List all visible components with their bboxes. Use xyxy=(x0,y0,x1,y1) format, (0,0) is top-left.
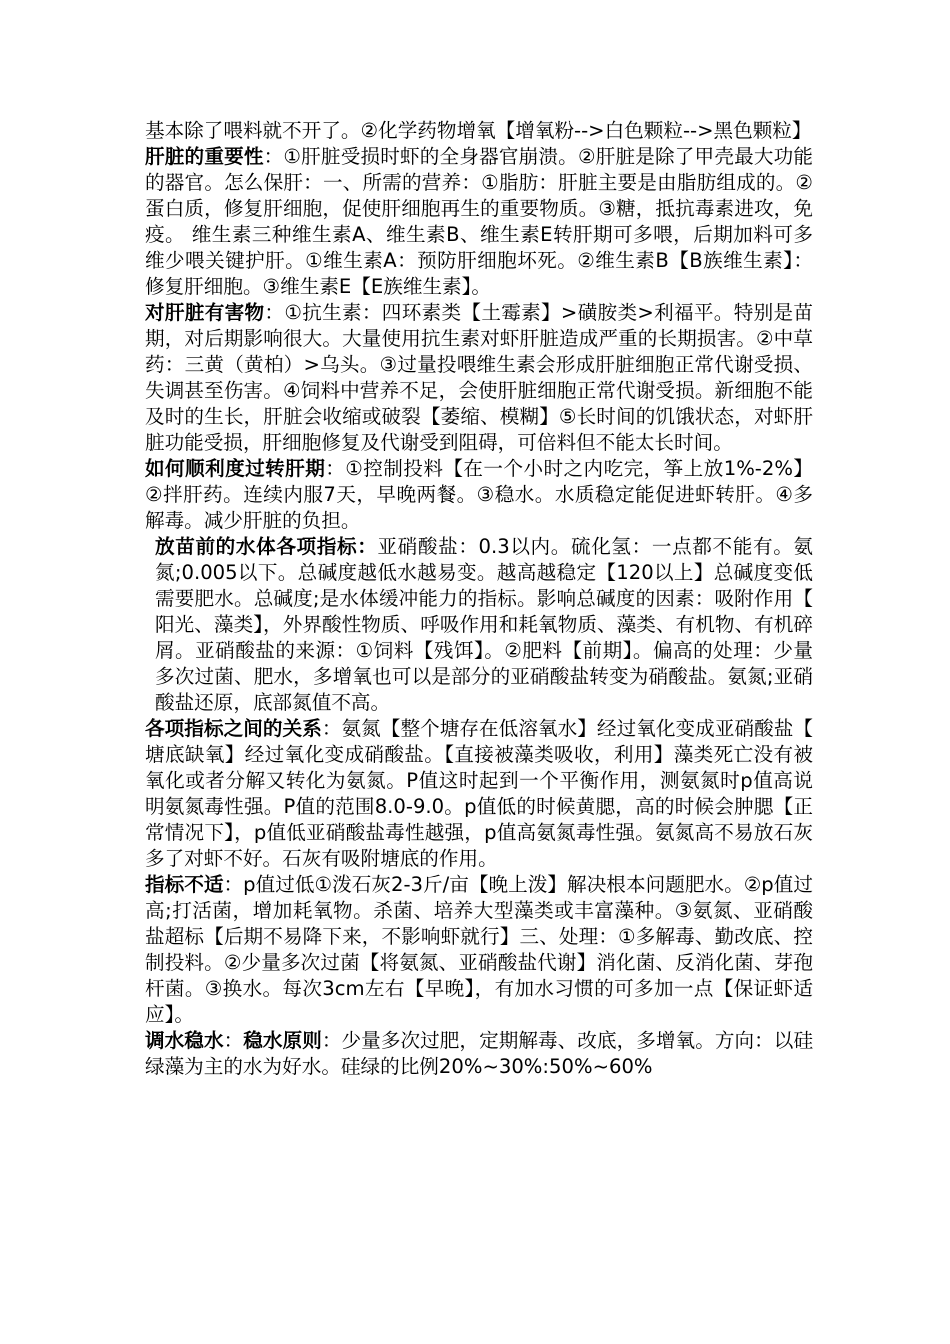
paragraph-text: 基本除了喂料就不开了。②化学药物增氧【增氧粉-->白色颗粒-->黑色颗粒】 xyxy=(145,119,812,142)
paragraph-text: ：氨氮【整个塘存在低溶氧水】经过氧化变成亚硝酸盐【塘底缺氧】经过氧化变成硝酸盐。【直接被藻类吸收，利用】藻类死亡没有被氧化或者分解又转化为氨氮。P值这时起到一个平衡作用，测氨氮时p值高说明氨氮毒性强。P值的范围8.0-9.0。p值低的时候黄腮，高的时候会肿腮【正常情况下】，p值低亚硝酸盐毒性越强，p值高氨氮毒性强。氨氮高不易放石灰多了对虾不好。石灰有吸附塘底的作用。 xyxy=(145,717,814,870)
section-subheading: 稳水原则 xyxy=(243,1029,322,1052)
section-heading: 各项指标之间的关系 xyxy=(145,717,322,740)
paragraph-text: ：①肝脏受损时虾的全身器官崩溃。②肝脏是除了甲壳最大功能的器官。怎么保肝：一、所需的营养：①脂肪：肝脏主要是由脂肪组成的。②蛋白质，修复肝细胞，促使肝细胞再生的重要物质。③糖，抵抗毒素进攻，免疫。 维生素三种维生素A、维生素B、维生素E转肝期可多喂，后期加料可多维少喂关键护肝。①维生素A：预防肝细胞坏死。②维生素B【B族维生素】：修复肝细胞。③维生素E【E族维生素】。 xyxy=(145,145,814,298)
section-heading: 如何顺利度过转肝期 xyxy=(145,457,326,480)
paragraph-water-indicators xyxy=(145,534,813,716)
paragraph-indicator-relations xyxy=(145,716,813,872)
paragraph-liver-harmful xyxy=(145,300,813,456)
paragraph-text: ：p值过低①泼石灰2-3斤/亩【晚上泼】解决根本问题肥水。②p值过高;打活菌，增加耗氧物。杀菌、培养大型藻类或丰富藻种。③氨氮、亚硝酸盐超标【后期不易降下来，不影响虾就行】三、处理：①多解毒、勤改底、控制投料。②少量多次过菌【将氨氮、亚硝酸盐代谢】消化菌、反消化菌、芽孢杆菌。③换水。每次3cm左右【早晚】，有加水习惯的可多加一点【保证虾适应】。 xyxy=(145,873,814,1026)
paragraph-water-stabilization xyxy=(145,1028,813,1080)
paragraph-text: ：少量多次过肥，定期解毒、改底，多增氧。方向：以硅绿藻为主的水为好水。硅绿的比例20%~30%:50%~60% xyxy=(145,1029,814,1078)
paragraph-text: ： xyxy=(223,1029,244,1052)
paragraph-text: 亚硝酸盐：0.3以内。硫化氢：一点都不能有。氨氮;0.005以下。总碱度越低水越易变。越高越稳定【120以上】总碱度变低需要肥水。总碱度;是水体缓冲能力的指标。影响总碱度的因素：吸附作用【阳光、藻类】，外界酸性物质、呼吸作用和耗氧物质、藻类、有机物、有机碎屑。亚硝酸盐的来源：①饲料【残饵】。②肥料【前期】。偏高的处理：少量多次过菌、肥水，多增氧也可以是部分的亚硝酸盐转变为硝酸盐。氨氮;亚硝酸盐还原，底部氮值不高。 xyxy=(155,535,814,714)
paragraph-indicator-abnormal xyxy=(145,872,813,1028)
section-heading: 放苗前的水体各项指标： xyxy=(155,535,378,558)
section-heading: 对肝脏有害物 xyxy=(145,301,265,324)
section-heading: 肝脏的重要性 xyxy=(145,145,264,168)
paragraph-text: ：①抗生素：四环素类【土霉素】>磺胺类>利福平。特别是苗期，对后期影响很大。大量使用抗生素对虾肝脏造成严重的长期损害。②中草药：三黄（黄柏）>乌头。③过量投喂维生素会形成肝脏细胞正常代谢受损、失调甚至伤害。④饲料中营养不足，会使肝脏细胞正常代谢受损。新细胞不能及时的生长，肝脏会收缩或破裂【萎缩、模糊】⑤长时间的饥饿状态，对虾肝脏功能受损，肝细胞修复及代谢受到阻碍，可倍料但不能太长时间。 xyxy=(145,301,814,454)
paragraph-text: ：①控制投料【在一个小时之内吃完，筝上放1%-2%】②拌肝药。连续内服7天，早晚两餐。③稳水。水质稳定能促进虾转肝。④多解毒。减少肝脏的负担。 xyxy=(145,457,813,532)
section-heading: 指标不适 xyxy=(145,873,224,896)
paragraph-aeration-continued xyxy=(145,118,813,144)
paragraph-liver-transition xyxy=(145,456,813,534)
paragraph-liver-importance xyxy=(145,144,813,300)
section-heading: 调水稳水 xyxy=(145,1029,224,1052)
document-body xyxy=(145,118,813,1080)
